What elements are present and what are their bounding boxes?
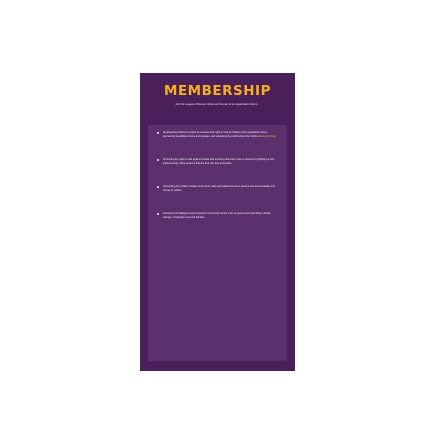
item-text: Fostering civil dialogue about important community issues such as government spending, climate change, immigration and civil liberties. xyxy=(163,212,271,219)
benefits-panel xyxy=(148,125,287,361)
item-text-end: . xyxy=(275,134,277,138)
item-text: Empowering millions of voters to exercise their right to vote by holding voter registration drives, sponsoring candidate forums and debates, and educating the public about their rights on xyxy=(163,131,268,138)
list-item xyxy=(156,158,277,165)
bullet-icon xyxy=(157,132,159,134)
membership-card xyxy=(140,73,295,371)
bullet-icon xyxy=(157,186,159,188)
intro-text: Join the League of Women Voters and be part of an organization that is… xyxy=(175,103,260,106)
bullet-icon xyxy=(157,159,159,161)
item-text: Advocating for positive change at the local, state and national level on government accountability and money in politics. xyxy=(163,185,275,192)
item-text: Protecting the right to vote against threats and ensuring that every vote is counted by fighting for and implementing voting systems that are free, fair and accessible. xyxy=(163,158,275,165)
list-item xyxy=(156,131,277,138)
list-item xyxy=(156,185,277,192)
bullet-icon xyxy=(157,213,159,215)
list-item xyxy=(156,212,277,219)
benefits-list xyxy=(156,131,277,219)
item-highlight: Election Day xyxy=(261,134,276,138)
card-title: MEMBERSHIP xyxy=(164,83,271,99)
